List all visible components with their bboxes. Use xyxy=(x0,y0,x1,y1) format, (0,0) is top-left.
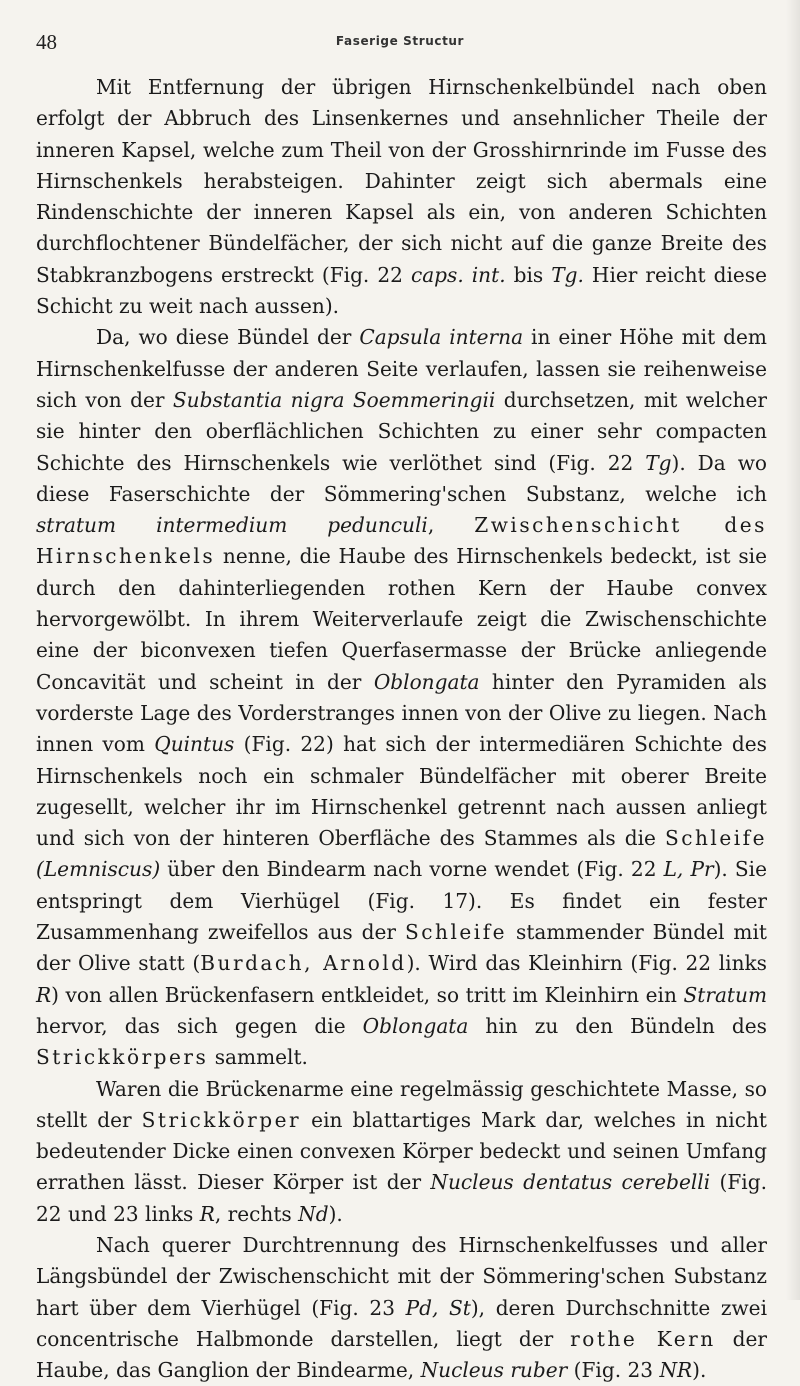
italic-term: Substantia nigra Soemmeringii xyxy=(172,387,496,412)
text-run: Waren die Brückenarme eine regelmässig geschichtete Masse, so stellt der xyxy=(36,1076,767,1132)
spaced-emphasis: rothe Kern xyxy=(570,1326,716,1351)
italic-term: L, Pr xyxy=(663,857,714,882)
text-run: stammender Bündel mit der Olive statt ( xyxy=(36,920,767,976)
text-run: Mit Entfernung der übrigen Hirnschenkelbündel nach oben erfolgt der Abbruch des Linsenkernes und ansehnlicher Theile der inneren Kapsel, welche zum Theil von der Grosshirnrinde im Fusse des Hirnschenkels herabsteigen. Dahinter zeigt sich abermals eine Rindenschichte der inneren Kapsel als ein, von anderen Schichten durchflochtener Bündelfächer, der sich nicht auf die ganze Breite des Stabkranzbogens erstreckt (Fig. 22 xyxy=(36,75,767,287)
text-run: ). xyxy=(328,1201,343,1226)
paragraph-4 xyxy=(36,1230,767,1386)
spaced-emphasis: Schleife xyxy=(405,920,508,945)
text-run: ) von allen Brückenfasern entkleidet, so tritt im Kleinhirn ein xyxy=(51,982,684,1007)
italic-term: R xyxy=(199,1201,215,1226)
text-run: Nach querer Durchtrennung des Hirnschenkelfusses und aller Längsbündel der Zwischenschicht mit der Sömmering'schen Substanz hart über dem Vierhügel (Fig. 23 xyxy=(36,1232,767,1320)
italic-term: Tg. xyxy=(551,262,584,287)
text-run: (Fig. 22) hat sich der intermediären Schichte des Hirnschenkels noch ein schmaler Bündelfächer mit oberer Breite zugesellt, welcher ihr im Hirnschenkel getrennt nach aussen anliegt und sich von der hinteren Oberfläche des Stammes als die xyxy=(36,732,767,851)
italic-term: caps. int. xyxy=(410,262,506,287)
text-run: Da, wo diese Bündel der xyxy=(96,325,360,350)
text-run: hinter den Pyramiden als vorderste Lage des Vorderstranges innen von der Olive zu liegen. Nach innen vom xyxy=(36,669,767,757)
italic-term: stratum intermedium pedunculi xyxy=(36,513,428,538)
paragraph-2 xyxy=(36,322,767,1073)
italic-term: Nucleus dentatus cerebelli xyxy=(430,1170,711,1195)
page-edge-shadow xyxy=(786,0,800,1300)
text-run: ). Sie entspringt dem Vierhügel (Fig. 17). Es findet ein fester Zusammenhang zweifellos aus der xyxy=(36,857,768,945)
italic-term: Oblongata xyxy=(362,1013,469,1038)
spaced-emphasis: Strickkörper xyxy=(141,1107,302,1132)
italic-term: (Lemniscus) xyxy=(36,857,161,882)
italic-term: Nd xyxy=(298,1201,329,1226)
paragraph-3 xyxy=(36,1074,767,1230)
text-run: sammelt. xyxy=(208,1045,308,1070)
text-run: ). xyxy=(692,1358,707,1383)
paragraph-1 xyxy=(36,72,767,322)
text-run: Hier reicht diese Schicht zu weit nach aussen). xyxy=(36,262,767,319)
italic-term: Oblongata xyxy=(373,669,480,694)
italic-term: Quintus xyxy=(154,732,235,757)
text-run: (Fig. 23 xyxy=(567,1358,660,1383)
text-run: (Fig. 22 und 23 links xyxy=(36,1170,767,1226)
text-run: über den Bindearm nach vorne wendet (Fig. 22 xyxy=(160,857,664,882)
text-run: ein blattartiges Mark dar, welches in nicht bedeutender Dicke einen convexen Körper bedeckt und seinen Umfang errathen lässt. Dieser Körper ist der xyxy=(36,1107,767,1195)
spaced-emphasis: Zwischenschicht des Hirnschenkels xyxy=(36,513,767,569)
spaced-emphasis: Burdach, Arnold xyxy=(200,951,407,976)
italic-term: NR xyxy=(659,1358,693,1383)
italic-term: R xyxy=(36,982,52,1007)
text-run: durchsetzen, mit welcher sie hinter den oberflächlichen Schichten zu einer sehr compacten Schichte des Hirnschenkels wie verlöthet sind (Fig. 22 xyxy=(36,387,767,475)
page-number: 48 xyxy=(36,30,57,54)
page-header xyxy=(36,30,764,56)
italic-term: Stratum xyxy=(683,982,767,1007)
text-run: ). Wird das Kleinhirn (Fig. 22 links xyxy=(406,951,767,976)
text-run: nenne, die Haube des Hirnschenkels bedeckt, ist sie durch den dahinterliegenden rothen Kern der Haube convex hervorgewölbt. In ihrem Weiterverlaufe zeigt die Zwischenschichte eine der biconvexen tiefen Querfasermasse der Brücke anliegende Concavität und scheint in der xyxy=(36,544,767,694)
text-run: ). Da wo diese Faserschichte der Sömmering'schen Substanz, welche ich xyxy=(36,450,767,506)
text-run: bis xyxy=(505,262,552,287)
italic-term: Capsula interna xyxy=(359,325,524,350)
text-run: , xyxy=(427,513,475,538)
body-text xyxy=(36,72,767,1386)
italic-term: Pd, St xyxy=(405,1295,471,1320)
text-run: der Haube, das Ganglion der Bindearme, xyxy=(36,1326,767,1383)
running-head: Faserige Structur xyxy=(335,34,465,48)
text-run: , rechts xyxy=(214,1201,299,1226)
italic-term: Nucleus ruber xyxy=(420,1358,568,1383)
text-run: hin zu den Bündeln des xyxy=(468,1013,767,1038)
text-run: hervor, das sich gegen die xyxy=(36,1013,363,1038)
text-run: in einer Höhe mit dem Hirnschenkelfusse der anderen Seite verlaufen, lassen sie reihenweise sich von der xyxy=(36,325,767,412)
italic-term: Tg xyxy=(645,450,672,475)
spaced-emphasis: Strickkörpers xyxy=(36,1045,209,1070)
text-run: ), deren Durchschnitte zwei concentrische Halbmonde darstellen, liegt der xyxy=(36,1295,767,1351)
spaced-emphasis: Schleife xyxy=(664,826,767,851)
